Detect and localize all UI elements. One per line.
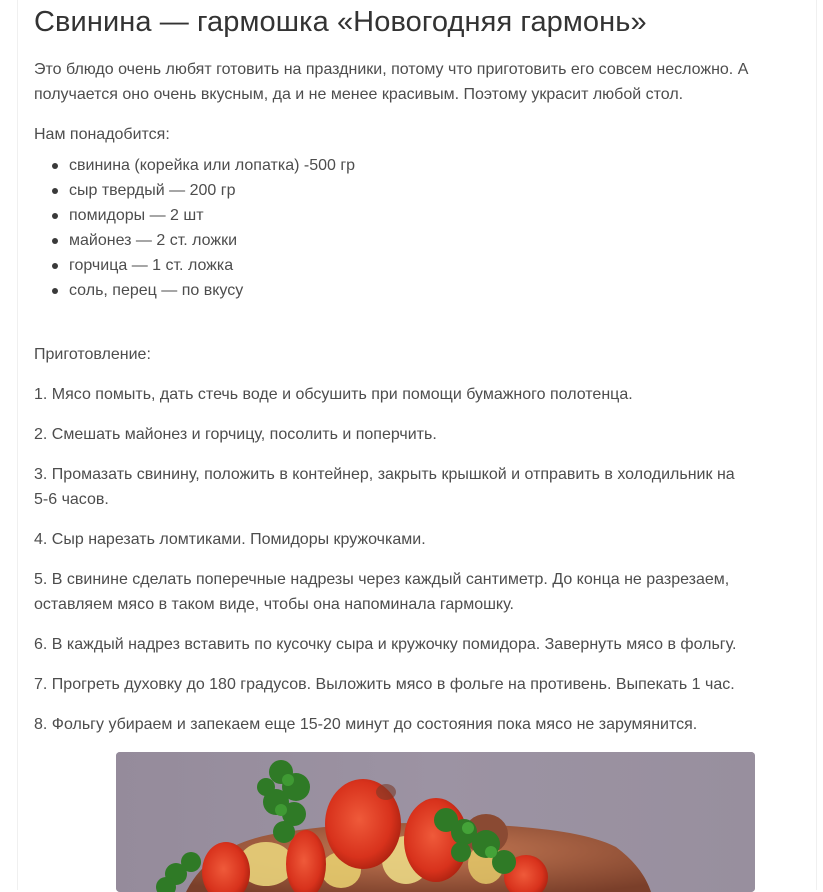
step-2: 2. Смешать майонез и горчицу, посолить и поперчить. — [34, 426, 437, 443]
step-6: 6. В каждый надрез вставить по кусочку сыра и кружочку помидора. Завернуть мясо в фольгу. — [34, 636, 737, 653]
step-3-line-2: 5-6 часов. — [34, 491, 109, 508]
ingredients-list — [34, 153, 355, 303]
dish-photo-illustration — [116, 752, 755, 892]
bullet-icon — [52, 213, 58, 219]
step-1: 1. Мясо помыть, дать стечь воде и обсушить при помощи бумажного полотенца. — [34, 386, 633, 403]
step-3-line-1: 3. Промазать свинину, положить в контейнер, закрыть крышкой и отправить в холодильник на — [34, 466, 735, 483]
intro-line-1: Это блюдо очень любят готовить на праздники, потому что приготовить его совсем несложно. А — [34, 61, 749, 78]
ingredient-item — [69, 178, 355, 203]
ingredient-item — [69, 228, 355, 253]
ingredient-text: горчица — 1 ст. ложка — [69, 257, 234, 274]
step-5-line-2: оставляем мясо в таком виде, чтобы она напоминала гармошку. — [34, 596, 514, 613]
step-8: 8. Фольгу убираем и запекаем еще 15-20 минут до состояния пока мясо не зарумянится. — [34, 716, 698, 733]
bullet-icon — [52, 263, 58, 269]
bullet-icon — [52, 238, 58, 244]
ingredient-item — [69, 278, 355, 303]
dish-photo — [116, 752, 755, 892]
ingredient-text: сыр твердый — 200 гр — [69, 182, 236, 199]
ingredient-text: свинина (корейка или лопатка) -500 гр — [69, 157, 356, 174]
step-4: 4. Сыр нарезать ломтиками. Помидоры кружочками. — [34, 531, 426, 548]
bullet-icon — [52, 188, 58, 194]
ingredient-item — [69, 203, 355, 228]
bullet-icon — [52, 288, 58, 294]
ingredient-item — [69, 253, 355, 278]
ingredient-text: соль, перец — по вкусу — [69, 282, 244, 299]
bullet-icon — [52, 163, 58, 169]
ingredient-item — [69, 153, 355, 178]
intro-line-2: получается оно очень вкусным, да и не менее красивым. Поэтому украсит любой стол. — [34, 86, 684, 103]
ingredient-text: майонез — 2 ст. ложки — [69, 232, 238, 249]
preparation-heading: Приготовление: — [34, 346, 151, 363]
ingredients-heading: Нам понадобится: — [34, 126, 170, 143]
step-5-line-1: 5. В свинине сделать поперечные надрезы через каждый сантиметр. До конца не разрезаем, — [34, 571, 730, 588]
step-7: 7. Прогреть духовку до 180 градусов. Выложить мясо в фольге на противень. Выпекать 1 час. — [34, 676, 735, 693]
article-title: Свинина — гармошка «Новогодняя гармонь» — [34, 6, 647, 38]
ingredient-text: помидоры — 2 шт — [69, 207, 204, 224]
article-container — [17, 0, 817, 890]
